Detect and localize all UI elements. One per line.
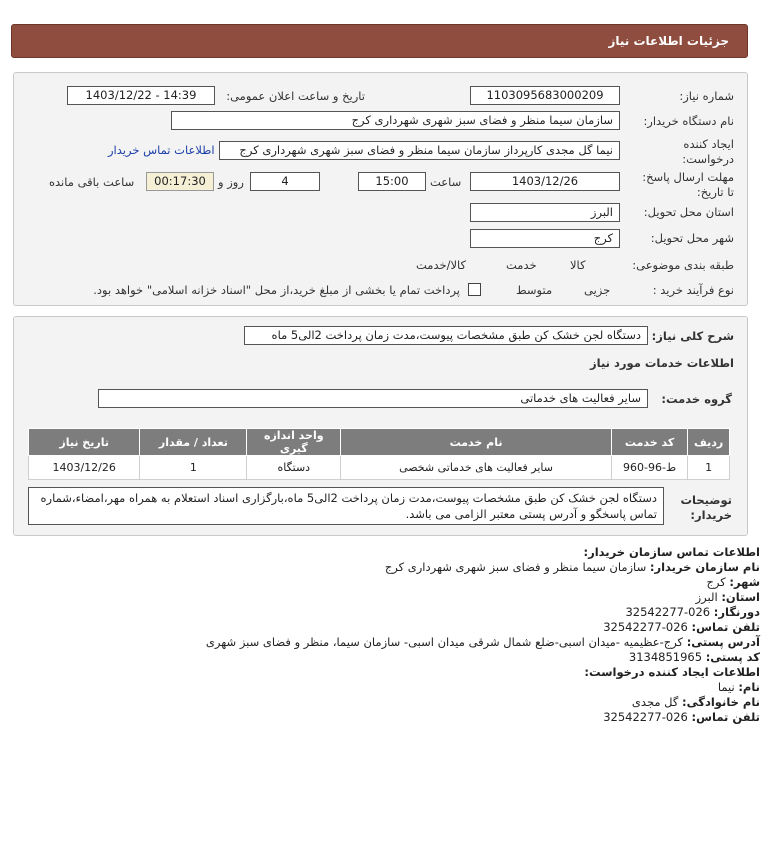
summary-label: شرح کلی نیاز:: [651, 329, 734, 343]
service-group-label: گروه خدمت:: [661, 392, 732, 406]
buyer-org-field[interactable]: سازمان سیما منظر و فضای سبز شهری شهرداری کرج: [171, 111, 620, 130]
category-label: طبقه بندی موضوعی:: [632, 258, 734, 272]
province-field[interactable]: البرز: [470, 203, 620, 222]
creator-phone-line: [20, 710, 760, 725]
contact-province-label: استان:: [721, 590, 760, 604]
announce-date-label: تاریخ و ساعت اعلان عمومی:: [226, 89, 365, 103]
remaining-time-label: ساعت باقی مانده: [49, 175, 135, 189]
contact-postal-label: کد پستی:: [705, 650, 760, 664]
deadline-label-line2: تا تاریخ:: [696, 185, 734, 199]
cell-unit: دستگاه: [247, 456, 341, 480]
process-medium-text: متوسط: [516, 283, 553, 297]
table-row: [29, 456, 730, 480]
announce-date-field[interactable]: 1403/12/22 - 14:39: [67, 86, 215, 105]
city-field[interactable]: کرج: [470, 229, 620, 248]
deadline-time-label: ساعت: [430, 175, 462, 189]
need-number-field[interactable]: 1103095683000209: [470, 86, 620, 105]
contact-org-line: [20, 560, 760, 575]
contact-phone-value: 026-32542277: [603, 620, 688, 634]
cell-row: 1: [688, 456, 730, 480]
page-header: [11, 24, 748, 58]
table-header-row: [29, 429, 730, 456]
contact-fax-line: [20, 605, 760, 620]
col-header-date: تاریخ نیاز: [29, 429, 140, 456]
contact-postal-value: 3134851965: [628, 650, 703, 664]
col-header-row: ردیف: [688, 429, 730, 456]
contact-title: اطلاعات تماس سازمان خریدار:: [583, 545, 760, 559]
deadline-label-line1: مهلت ارسال پاسخ:: [642, 170, 734, 184]
creator-family-value: گل مجدی: [631, 695, 679, 709]
cell-date: 1403/12/26: [29, 456, 140, 480]
col-header-code: کد خدمت: [611, 429, 687, 456]
deadline-time-field[interactable]: 15:00: [358, 172, 426, 191]
contact-postal-line: [20, 650, 760, 665]
creator-family-line: [20, 695, 760, 710]
creator-name-line: [20, 680, 760, 695]
city-label: شهر محل تحویل:: [650, 231, 734, 245]
service-group-field[interactable]: سایر فعالیت های خدماتی: [98, 389, 648, 408]
contact-title-line: [20, 545, 760, 560]
contact-address-label: آدرس پستی:: [686, 635, 760, 649]
cell-code: ط-96-960: [611, 456, 687, 480]
category-service-text: خدمت: [506, 258, 537, 272]
need-number-label: شماره نیاز:: [679, 89, 734, 103]
deadline-date-field[interactable]: 1403/12/26: [470, 172, 620, 191]
process-minor-text: جزیی: [584, 283, 611, 297]
services-table-wrap: [28, 428, 730, 480]
services-table: [28, 428, 730, 480]
creator-title-line: [20, 665, 760, 680]
creator-title: اطلاعات ایجاد کننده درخواست:: [584, 665, 760, 679]
cell-qty: 1: [140, 456, 247, 480]
contact-phone-label: تلفن تماس:: [691, 620, 760, 634]
creator-name-value: نیما: [717, 680, 735, 694]
creator-name-label: نام:: [738, 680, 760, 694]
creator-phone-value: 026-32542277: [603, 710, 688, 724]
creator-label-line1: ایجاد کننده: [683, 137, 734, 151]
buyer-notes-label-line2: خریدار:: [690, 508, 732, 522]
buyer-org-label: نام دستگاه خریدار:: [643, 114, 734, 128]
contact-address-line: [20, 635, 760, 650]
buyer-notes-box: دستگاه لجن خشک کن طبق مشخصات پیوست،مدت زمان پرداخت 2الی5 ماه،بارگزاری اسناد استعلام به همراه مهر،امضاء،شماره تماس پاسخگو و آدرس پستی معتبر الزامی می باشد.: [28, 487, 664, 525]
col-header-unit: واحد اندازه گیری: [247, 429, 341, 456]
contact-phone-line: [20, 620, 760, 635]
buyer-contact-link[interactable]: اطلاعات تماس خریدار: [108, 143, 215, 157]
contact-city-value: کرج: [706, 575, 726, 589]
days-remaining-field[interactable]: 4: [250, 172, 320, 191]
contact-fax-label: دورنگار:: [713, 605, 760, 619]
summary-field[interactable]: دستگاه لجن خشک کن طبق مشخصات پیوست،مدت زمان پرداخت 2الی5 ماه: [244, 326, 648, 345]
creator-phone-label: تلفن تماس:: [691, 710, 760, 724]
col-header-qty: تعداد / مقدار: [140, 429, 247, 456]
days-label: روز و: [218, 175, 244, 189]
contact-city-line: [20, 575, 760, 590]
contact-section: [20, 545, 760, 725]
contact-province-line: [20, 590, 760, 605]
creator-family-label: نام خانوادگی:: [682, 695, 760, 709]
treasury-payment-note: پرداخت تمام یا بخشی از مبلغ خرید،از محل "اسناد خزانه اسلامی" خواهد بود.: [93, 283, 460, 297]
creator-label-line2: درخواست:: [682, 152, 734, 166]
page-title: جزئیات اطلاعات نیاز: [608, 34, 729, 48]
contact-province-value: البرز: [695, 590, 718, 604]
cell-name: سایر فعالیت های خدماتی شخصی: [341, 456, 612, 480]
contact-fax-value: 026-32542277: [625, 605, 711, 619]
remaining-time-field: 00:17:30: [146, 172, 214, 191]
category-goods-text: کالا: [570, 258, 586, 272]
treasury-payment-checkbox[interactable]: [468, 283, 481, 296]
buyer-notes-label-line1: توضیحات: [680, 493, 732, 507]
province-label: استان محل تحویل:: [643, 205, 734, 219]
contact-org-value: سازمان سیما منظر و فضای سبز شهری شهرداری کرج: [384, 560, 647, 574]
services-heading: اطلاعات خدمات مورد نیاز: [590, 356, 734, 370]
contact-city-label: شهر:: [729, 575, 760, 589]
col-header-name: نام خدمت: [341, 429, 612, 456]
category-both-text: کالا/خدمت: [416, 258, 467, 272]
contact-org-label: نام سازمان خریدار:: [649, 560, 760, 574]
contact-address-value: کرج-عظیمیه -میدان اسبی-ضلع شمال شرقی میدان اسبی- سازمان سیما، منظر و فضای سبز شهری: [205, 635, 684, 649]
process-label: نوع فرآیند خرید :: [652, 283, 734, 297]
creator-field[interactable]: نیما گل مجدی کارپرداز سازمان سیما منظر و فضای سبز شهری شهرداری کرج: [219, 141, 620, 160]
